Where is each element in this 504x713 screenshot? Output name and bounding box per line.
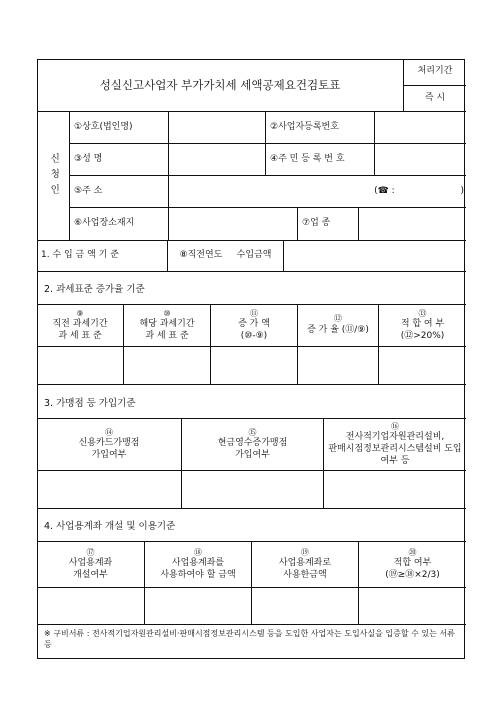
section3-value-1[interactable]: [37, 470, 182, 509]
section4-value-4[interactable]: [358, 587, 466, 625]
business-type-field[interactable]: [358, 207, 466, 241]
section4-header-3: [251, 541, 359, 588]
section2-mark-3: ⑪: [250, 308, 258, 318]
section4-value-3[interactable]: [251, 587, 359, 625]
company-name-field[interactable]: [168, 111, 266, 144]
address-field[interactable]: [168, 175, 466, 208]
company-name-label: ①상호(법인명): [69, 111, 169, 144]
address-label: ⑤주 소: [69, 175, 169, 208]
section3-header-2: [181, 418, 324, 471]
biz-location-label: ⑥사업장소재지: [69, 207, 169, 241]
section2-value-3[interactable]: [210, 346, 298, 385]
section2-title: 2. 과세표준 증가율 기준: [38, 271, 466, 304]
section3-mark-1: ⑭: [105, 427, 113, 437]
section4-label-3: 사업용계좌로 사용한금액: [278, 558, 332, 580]
section3-label-1: 신용카드가맹점 가입여부: [78, 438, 140, 460]
section2-header-1: [37, 304, 124, 347]
section2-mark-1: ⑨: [76, 308, 84, 318]
section2-label-3: 증 가 액 (⑩-⑨): [238, 319, 270, 341]
section4-value-2[interactable]: [144, 587, 252, 625]
section1-title: 1. 수 입 금 액 기 준: [37, 240, 168, 272]
section3-value-2[interactable]: [181, 470, 324, 509]
section3-mark-2: ⑮: [248, 427, 257, 437]
section2-value-4[interactable]: [297, 346, 379, 385]
section3-header-3: [323, 418, 466, 471]
tax-credit-review-form: [37, 59, 465, 659]
processing-period-label: 처리기간: [403, 59, 466, 86]
section2-mark-5: ⑬: [418, 308, 427, 318]
section3-value-3[interactable]: [323, 470, 466, 509]
section2-label-5: 적 합 여 부 (⑫>20%): [400, 319, 445, 341]
prev-year-income-label: ⑧직전연도 수입금액: [167, 240, 284, 272]
section2-mark-4: ⑫: [334, 314, 342, 324]
biz-reg-no-label: ②사업자등록번호: [265, 111, 375, 144]
resident-no-field[interactable]: [374, 143, 466, 176]
section3-label-2: 현금영수증가맹점 가입여부: [217, 438, 288, 460]
section4-mark-3: ⑲: [301, 547, 309, 557]
form-title: 성실신고사업자 부가가치세 세액공제요건검토표: [37, 59, 404, 112]
section2-label-1: 직전 과세기간 과 세 표 준: [52, 319, 108, 341]
biz-reg-no-field[interactable]: [374, 111, 466, 144]
section4-mark-1: ⑰: [86, 547, 95, 557]
name-field[interactable]: [168, 143, 266, 176]
section4-value-1[interactable]: [37, 587, 145, 625]
section2-mark-2: ⑩: [163, 308, 171, 318]
section4-mark-4: ⑳: [408, 547, 417, 557]
prev-year-income-field[interactable]: [283, 240, 466, 272]
section4-header-4: [358, 541, 466, 588]
section2-value-1[interactable]: [37, 346, 124, 385]
section4-mark-2: ⑱: [194, 547, 202, 557]
section3-title: 3. 가맹점 등 가입기준: [38, 384, 466, 418]
section2-label-4: 증 가 율 (⑪/⑨): [307, 324, 369, 335]
section2-header-4: [297, 304, 379, 347]
section4-header-2: [144, 541, 252, 588]
section4-label-1: 사업용계좌 개설여부: [68, 558, 113, 580]
section2-header-3: [210, 304, 298, 347]
section4-label-4: 적합 여부 (⑲≥⑱×2/3): [385, 558, 440, 580]
business-type-label: ⑦업 종: [297, 207, 359, 241]
section3-label-3: 전사적기업자원관리설비, 판매시점정보관리시스템설비 도입 여부 등: [328, 432, 462, 466]
section2-value-5[interactable]: [378, 346, 466, 385]
required-documents-note: ※ 구비서류 : 전사적기업자원관리설비·판매시점정보관리시스템 등을 도입한 사업자는 도입사실을 입증할 수 있는 서류 등: [38, 624, 466, 660]
name-label: ③성 명: [69, 143, 169, 176]
biz-location-field[interactable]: [168, 207, 298, 241]
resident-no-label: ④주 민 등 록 번 호: [265, 143, 375, 176]
processing-period-value: 즉 시: [403, 85, 466, 112]
section2-header-5: [378, 304, 466, 347]
section2-label-2: 해당 과세기간 과 세 표 준: [139, 319, 195, 341]
applicant-side-label: 신청인: [37, 111, 70, 241]
section2-value-2[interactable]: [123, 346, 211, 385]
section3-header-1: [37, 418, 182, 471]
phone-label: (☎ : ): [374, 185, 464, 196]
section4-title: 4. 사업용계좌 개설 및 이용기준: [38, 508, 466, 541]
section3-mark-3: ⑯: [391, 421, 399, 431]
section4-header-1: [37, 541, 145, 588]
section2-header-2: [123, 304, 211, 347]
section4-label-2: 사업용계좌를 사용하여야 할 금액: [160, 558, 236, 580]
